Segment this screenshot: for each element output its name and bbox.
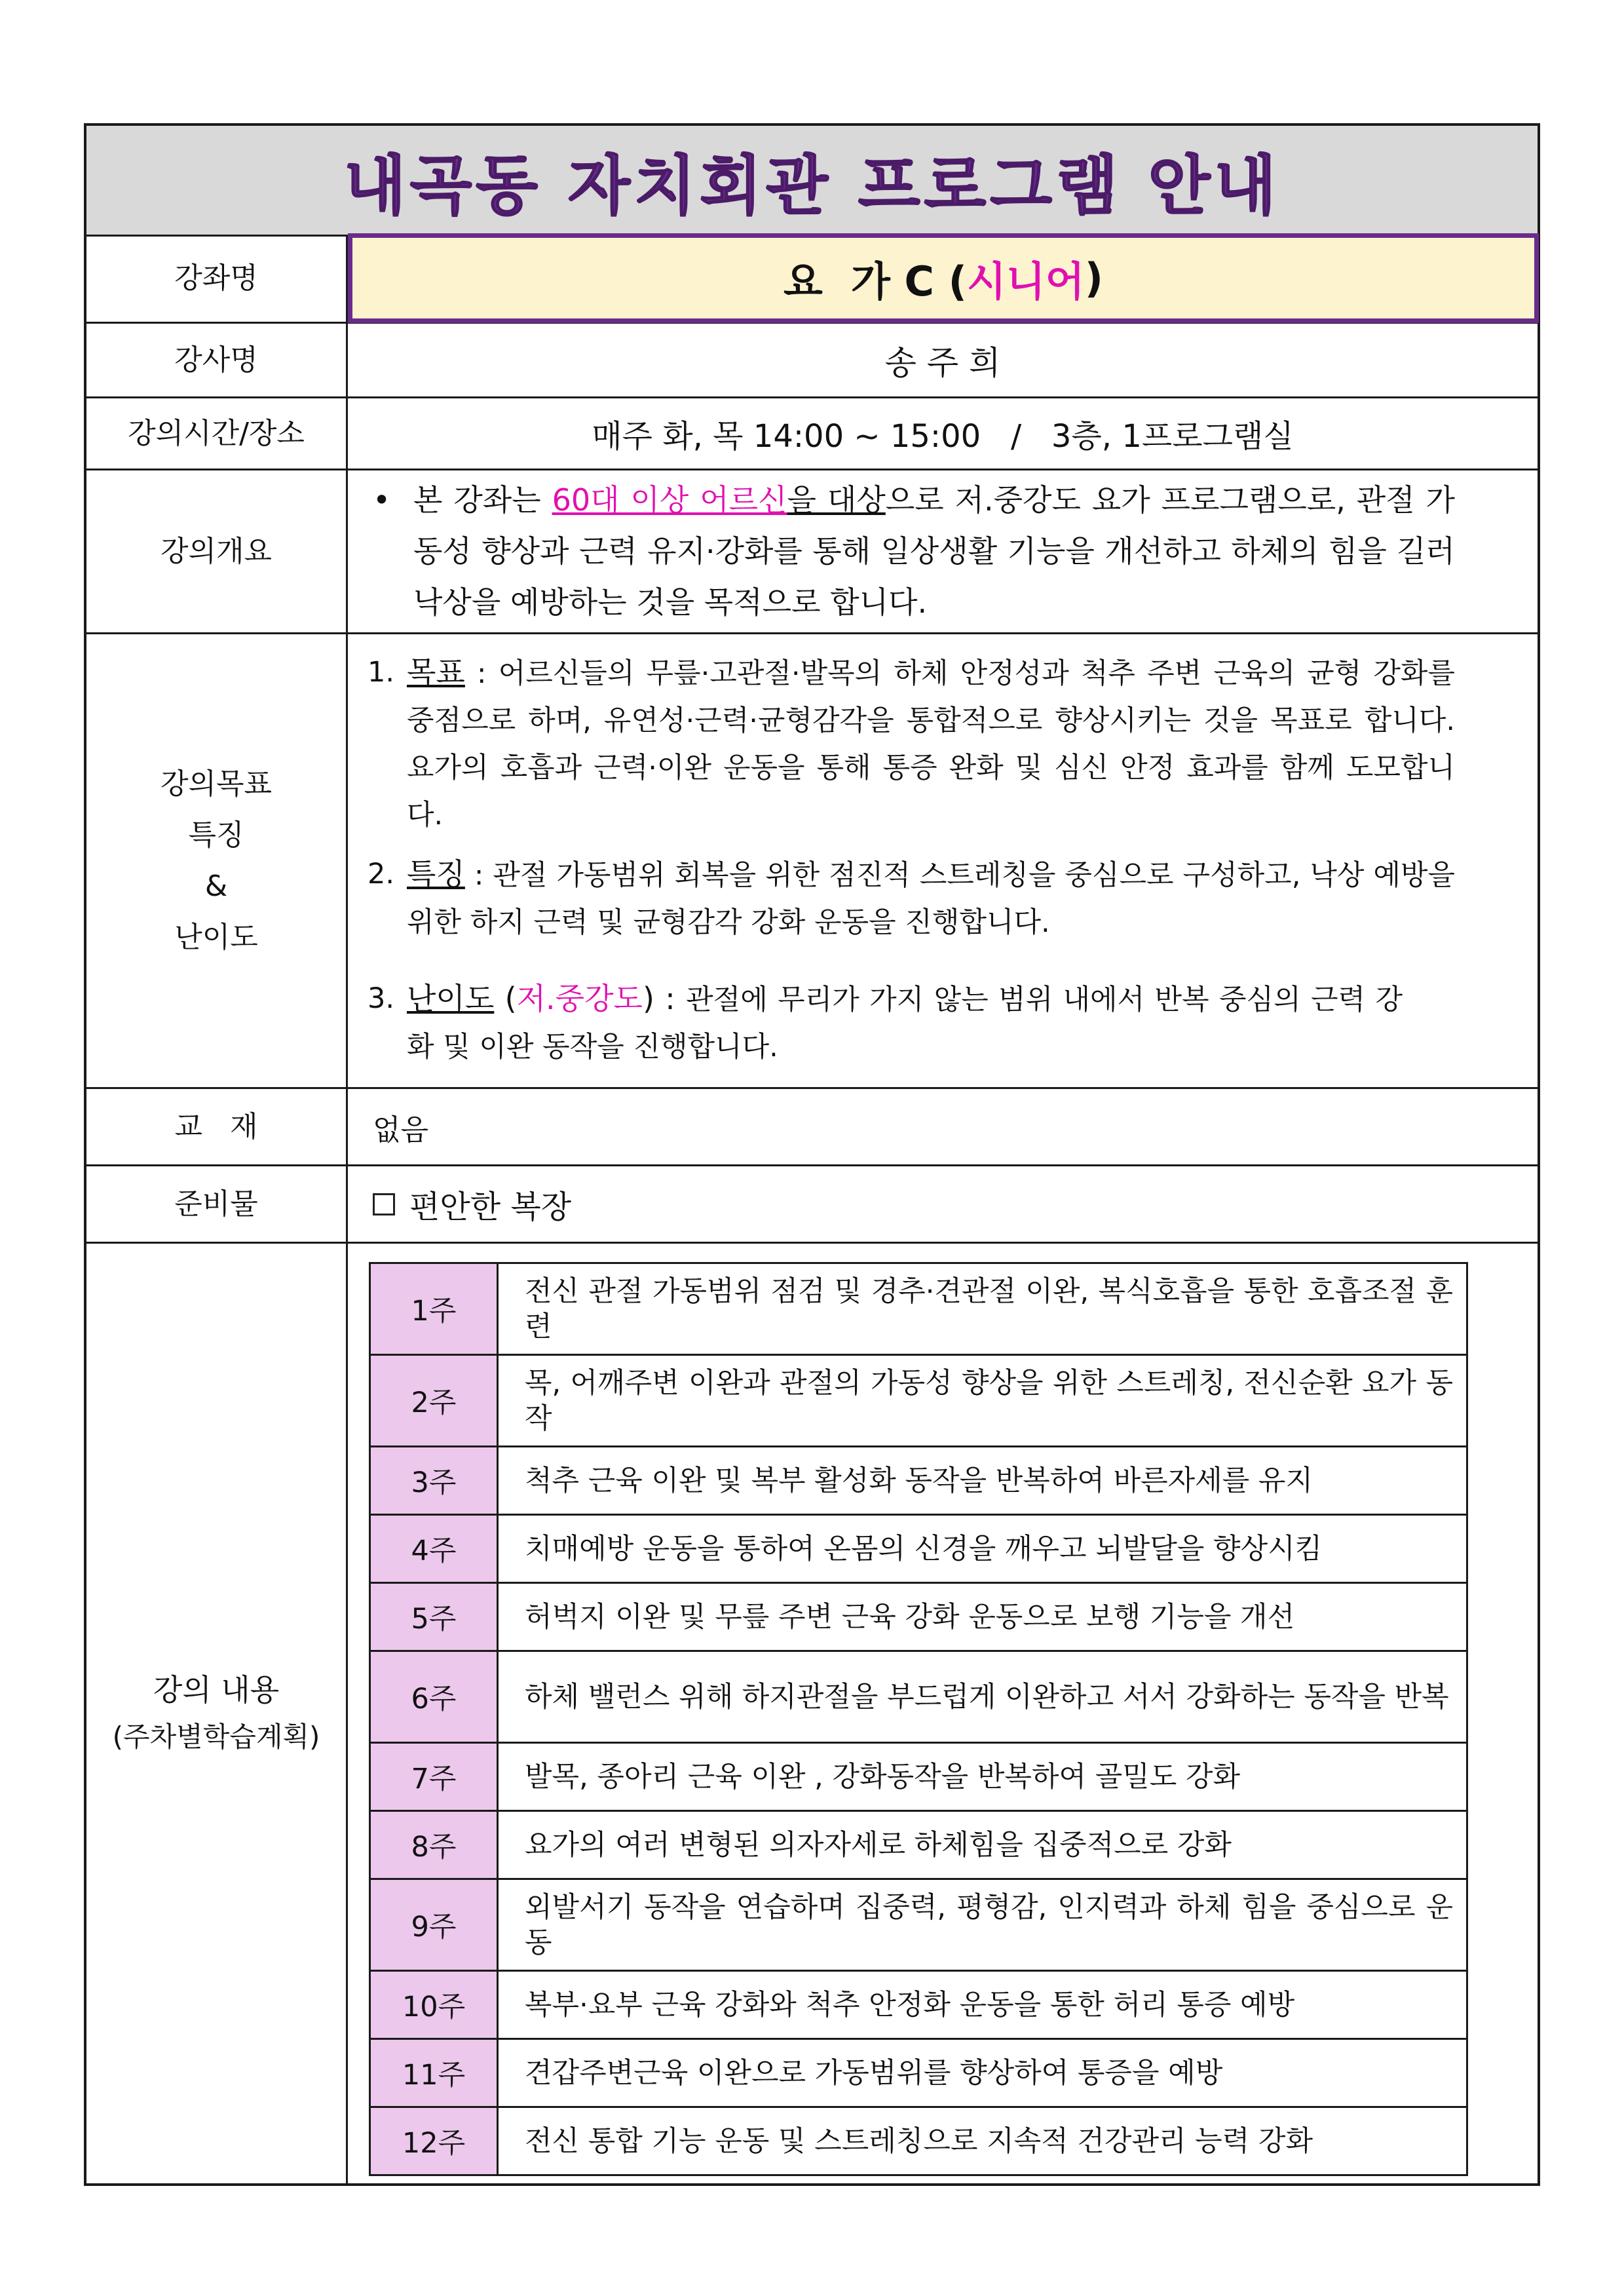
table-row [370,1879,1467,1971]
goals-row [86,634,1538,1089]
table-row [370,1583,1467,1651]
goals-label: 강의목표 특징 & 난이도 [86,634,348,1087]
week-number: 11주 [370,2039,498,2107]
supplies-value: 편안한 복장 [409,1189,572,1225]
table-row [370,1743,1467,1811]
program-info-sheet [84,123,1540,2186]
week-number: 2주 [370,1355,498,1447]
table-row [370,1971,1467,2039]
table-row [370,1447,1467,1515]
week-description: 치매예방 운동을 통하여 온몸의 신경을 깨우고 뇌발달을 향상시킴 [498,1515,1467,1583]
content-label: 강의 내용 (주차별학습계획) [86,1244,348,2183]
week-description: 발목, 종아리 근육 이완 , 강화동작을 반복하여 골밀도 강화 [498,1743,1467,1811]
week-description: 척추 근육 이완 및 복부 활성화 동작을 반복하여 바른자세를 유지 [498,1447,1467,1515]
table-row [370,2039,1467,2107]
textbook-label: 교 재 [86,1089,348,1164]
course-target-highlight: 시니어 [966,258,1085,305]
course-name-box [348,233,1539,323]
week-description: 외발서기 동작을 연습하며 집중력, 평형감, 인지력과 하체 힘을 중심으로 운동 [498,1879,1467,1971]
overview-text: 본 강좌는 60대 이상 어르신을 대상으로 저.중강도 요가 프로그램으로, 관절 가동성 향상과 근력 유지·강화를 통해 일상생활 기능을 개선하고 하체의 힘을 길러 낙상을 예방하는 것을 목적으로 합니다. [413,482,1455,620]
schedule-value: 매주 화, 목 14:00 ~ 15:00 / 3층, 1프로그램실 [592,418,1294,455]
textbook-row [86,1089,1538,1166]
week-number: 8주 [370,1811,498,1879]
week-number: 3주 [370,1447,498,1515]
week-description: 복부·요부 근육 강화와 척추 안정화 운동을 통한 허리 통증 예방 [498,1971,1467,2039]
textbook-value: 없음 [373,1113,429,1147]
week-number: 6주 [370,1651,498,1743]
table-row [370,1355,1467,1447]
overview-row [86,470,1538,634]
overview-bullet: • [373,482,391,518]
week-description: 전신 통합 기능 운동 및 스트레칭으로 지속적 건강관리 능력 강화 [498,2107,1467,2175]
table-row [370,1651,1467,1743]
feature-item: 2. 특징 : 관절 가동범위 회복을 위한 점진적 스트레칭을 중심으로 구성하고, 낙상 예방을 위한 하지 근력 및 균형감각 강화 운동을 진행합니다. [368,856,1456,939]
week-number: 1주 [370,1263,498,1355]
week-description: 하체 밸런스 위해 하지관절을 부드럽게 이완하고 서서 강화하는 동작을 반복 [498,1651,1467,1743]
supplies-row [86,1166,1538,1244]
week-description: 전신 관절 가동범위 점검 및 경추·견관절 이완, 복식호흡을 통한 호흡조절 훈련 [498,1263,1467,1355]
difficulty-item: 3. 난이도 (저.중강도) : 관절에 무리가 가지 않는 범위 내에서 반복 중심의 근력 강화 및 이완 동작을 진행합니다. [368,981,1403,1063]
difficulty-title: 난이도 [407,981,495,1016]
table-row [370,2107,1467,2175]
week-number: 5주 [370,1583,498,1651]
page-title: 내곡동 자치회관 프로그램 안내 [343,148,1281,223]
course-name-end: ) [1084,254,1103,302]
goal-title: 목표 [407,655,465,690]
difficulty-level: 저.중강도 [516,981,643,1016]
content-row [86,1244,1538,2183]
week-description: 허벅지 이완 및 무릎 주변 근육 강화 운동으로 보행 기능을 개선 [498,1583,1467,1651]
course-row [86,235,1538,324]
schedule-label: 강의시간/장소 [86,398,348,469]
schedule-row [86,398,1538,470]
week-description: 목, 어깨주변 이완과 관절의 가동성 향상을 위한 스트레칭, 전신순환 요가 동작 [498,1355,1467,1447]
header-row [86,126,1538,237]
goal-item: 1. 목표 : 어르신들의 무릎·고관절·발목의 하체 안정성과 척추 주변 근육의 균형 강화를 중점으로 하며, 유연성·근력·균형감각을 통합적으로 향상시키는 것을 목표로 합니다. 요가의 호흡과 근력·이완 운동을 통해 통증 완화 및 심신 안정 효과를 함께 도모합니다. [368,655,1455,832]
instructor-name: 송 주 희 [884,343,1001,382]
checkbox-icon [373,1193,395,1215]
week-number: 12주 [370,2107,498,2175]
overview-target-highlight: 60대 이상 어르신 [552,482,787,518]
week-number: 7주 [370,1743,498,1811]
feature-title: 특징 [407,856,465,892]
supplies-label: 준비물 [86,1166,348,1242]
weekly-plan-table [369,1262,1468,2176]
overview-label: 강의개요 [86,470,348,632]
instructor-row [86,324,1538,398]
table-row [370,1811,1467,1879]
week-number: 9주 [370,1879,498,1971]
week-number: 4주 [370,1515,498,1583]
week-description: 견갑주변근육 이완으로 가동범위를 향상하여 통증을 예방 [498,2039,1467,2107]
table-row [370,1263,1467,1355]
course-label: 강좌명 [86,235,348,322]
week-description: 요가의 여러 변형된 의자자세로 하체힘을 집중적으로 강화 [498,1811,1467,1879]
week-number: 10주 [370,1971,498,2039]
table-row [370,1515,1467,1583]
course-name: 요 가 C ( [784,258,967,305]
instructor-label: 강사명 [86,324,348,396]
